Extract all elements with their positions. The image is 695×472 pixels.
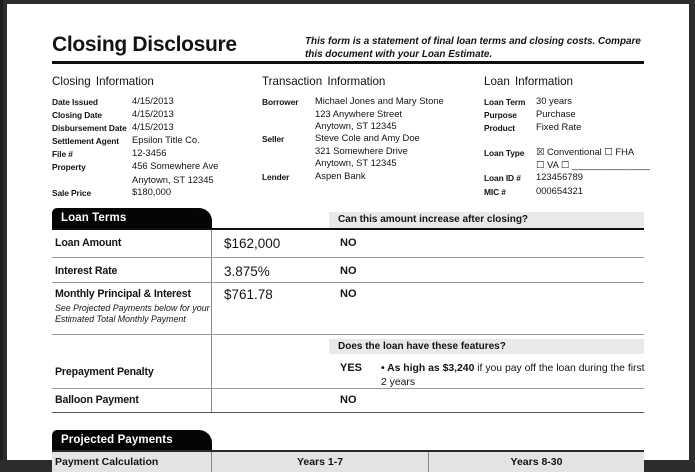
header-cell-payment-calculation: Payment Calculation	[55, 456, 159, 468]
info-label	[262, 108, 315, 120]
info-label: Loan Term	[484, 97, 526, 107]
info-label: Loan Type	[484, 148, 525, 159]
info-label: MIC #	[484, 186, 506, 197]
info-label: Borrower	[262, 97, 299, 107]
info-value: 4/15/2013	[132, 95, 174, 106]
loan-type-checkboxes-line2: ☐ VA ☐ _______________	[536, 159, 651, 171]
info-row	[262, 157, 478, 169]
row-value: $162,000	[224, 236, 281, 251]
info-label: Closing Date	[52, 110, 102, 121]
closing-information-section	[52, 75, 258, 199]
info-value: 30 years	[536, 95, 572, 106]
info-label: Settlement Agent	[52, 136, 119, 147]
info-label: Purpose	[484, 110, 517, 121]
info-value: 000654321	[536, 184, 583, 196]
info-value: 12-3456	[132, 147, 167, 159]
info-value: Fixed Rate	[536, 121, 582, 133]
info-value: Anytown, ST 12345	[132, 173, 214, 185]
header-cell-years-1-7: Years 1-7	[211, 452, 428, 472]
prepayment-penalty-detail	[381, 362, 653, 389]
info-label	[52, 174, 132, 186]
interest-rate-row	[52, 258, 644, 283]
info-value: 123 Anywhere Street	[315, 108, 403, 120]
form-purpose-note: This form is a statement of final loan terms and closing costs. Compare this document with your Loan Estimate.	[305, 36, 641, 60]
info-row	[52, 108, 258, 121]
balloon-payment-row	[52, 389, 644, 412]
info-label: Product	[484, 123, 515, 134]
row-label: Interest Rate	[55, 265, 118, 277]
info-value: Epsilon Title Co.	[132, 134, 200, 146]
info-label: Disbursement Date	[52, 123, 127, 134]
info-row	[262, 145, 478, 157]
row-label: Prepayment Penalty	[55, 366, 154, 378]
info-row	[262, 170, 478, 183]
info-label: Property	[52, 162, 86, 173]
section-heading: Closing Information	[52, 75, 154, 88]
projected-payments-header-row	[52, 450, 644, 472]
prepayment-penalty-row	[52, 335, 644, 389]
row-value: 3.875%	[224, 264, 270, 279]
info-row	[52, 160, 258, 173]
section-heading: Transaction Information	[262, 75, 386, 88]
loan-type-row	[484, 159, 650, 171]
increase-question-band: Can this amount increase after closing?	[329, 212, 644, 228]
loan-type-row	[484, 146, 650, 159]
row-label: Loan Amount	[55, 237, 122, 249]
info-row	[484, 185, 650, 198]
info-label	[262, 157, 315, 169]
row-answer: NO	[340, 237, 357, 249]
loan-terms-tab: Loan Terms	[52, 208, 212, 228]
row-answer: NO	[340, 265, 357, 277]
info-row	[262, 120, 478, 132]
monthly-principal-interest-row	[52, 283, 644, 335]
info-row	[262, 108, 478, 120]
row-label: Monthly Principal & Interest	[55, 288, 191, 300]
header-cell-years-8-30: Years 8-30	[428, 452, 644, 472]
info-value: Steve Cole and Amy Doe	[315, 132, 420, 144]
info-row	[52, 95, 258, 108]
info-row	[484, 171, 650, 184]
row-answer: NO	[340, 288, 357, 300]
page-title: Closing Disclosure	[52, 33, 237, 56]
row-note: See Projected Payments below for your Estimated Total Monthly Payment	[55, 303, 210, 325]
info-label: Sale Price	[52, 187, 92, 198]
info-value: 4/15/2013	[132, 108, 174, 120]
info-label	[484, 159, 536, 171]
info-row	[484, 108, 650, 121]
info-value: Aspen Bank	[315, 169, 366, 181]
detail-bold: • As high as $3,240	[381, 363, 475, 374]
info-row	[52, 147, 258, 160]
info-value: Purchase	[536, 108, 576, 120]
row-answer: YES	[340, 362, 363, 374]
loan-information-section	[484, 75, 650, 198]
row-answer: NO	[340, 394, 357, 406]
info-label: File #	[52, 149, 73, 160]
info-row	[52, 134, 258, 147]
transaction-information-section	[262, 75, 478, 183]
info-row	[52, 174, 258, 186]
detail-rest: if you pay off the loan during the first 2 years	[381, 363, 645, 388]
info-row	[52, 186, 258, 199]
loan-terms-table	[52, 228, 644, 413]
info-value: 456 Somewhere Ave	[132, 160, 219, 172]
window-edge	[0, 0, 3, 460]
info-label	[262, 145, 315, 157]
info-label	[262, 120, 315, 132]
spacer	[484, 134, 650, 146]
info-value: 321 Somewhere Drive	[315, 145, 408, 157]
closing-disclosure-page	[7, 4, 689, 468]
info-value: Michael Jones and Mary Stone	[315, 95, 444, 106]
info-row	[262, 95, 478, 108]
info-value: Anytown, ST 12345	[315, 120, 397, 132]
info-row	[52, 121, 258, 134]
info-row	[262, 132, 478, 145]
info-value: $180,000	[132, 185, 172, 197]
row-label: Balloon Payment	[55, 394, 139, 406]
row-value: $761.78	[224, 287, 273, 302]
info-value: 123456789	[536, 171, 583, 183]
info-label: Seller	[262, 134, 285, 145]
info-row	[484, 121, 650, 134]
info-label: Lender	[262, 171, 290, 182]
loan-amount-row	[52, 230, 644, 258]
features-question-band: Does the loan have these features?	[329, 339, 644, 354]
info-label: Date Issued	[52, 97, 98, 107]
header-divider	[52, 61, 644, 64]
loan-type-checkboxes-line1: ☒ Conventional ☐ FHA	[536, 146, 635, 158]
info-value: Anytown, ST 12345	[315, 157, 397, 169]
section-heading: Loan Information	[484, 75, 574, 88]
projected-payments-tab: Projected Payments	[52, 430, 212, 450]
info-label: Loan ID #	[484, 173, 521, 184]
info-row	[484, 95, 650, 108]
info-value: 4/15/2013	[132, 121, 174, 133]
